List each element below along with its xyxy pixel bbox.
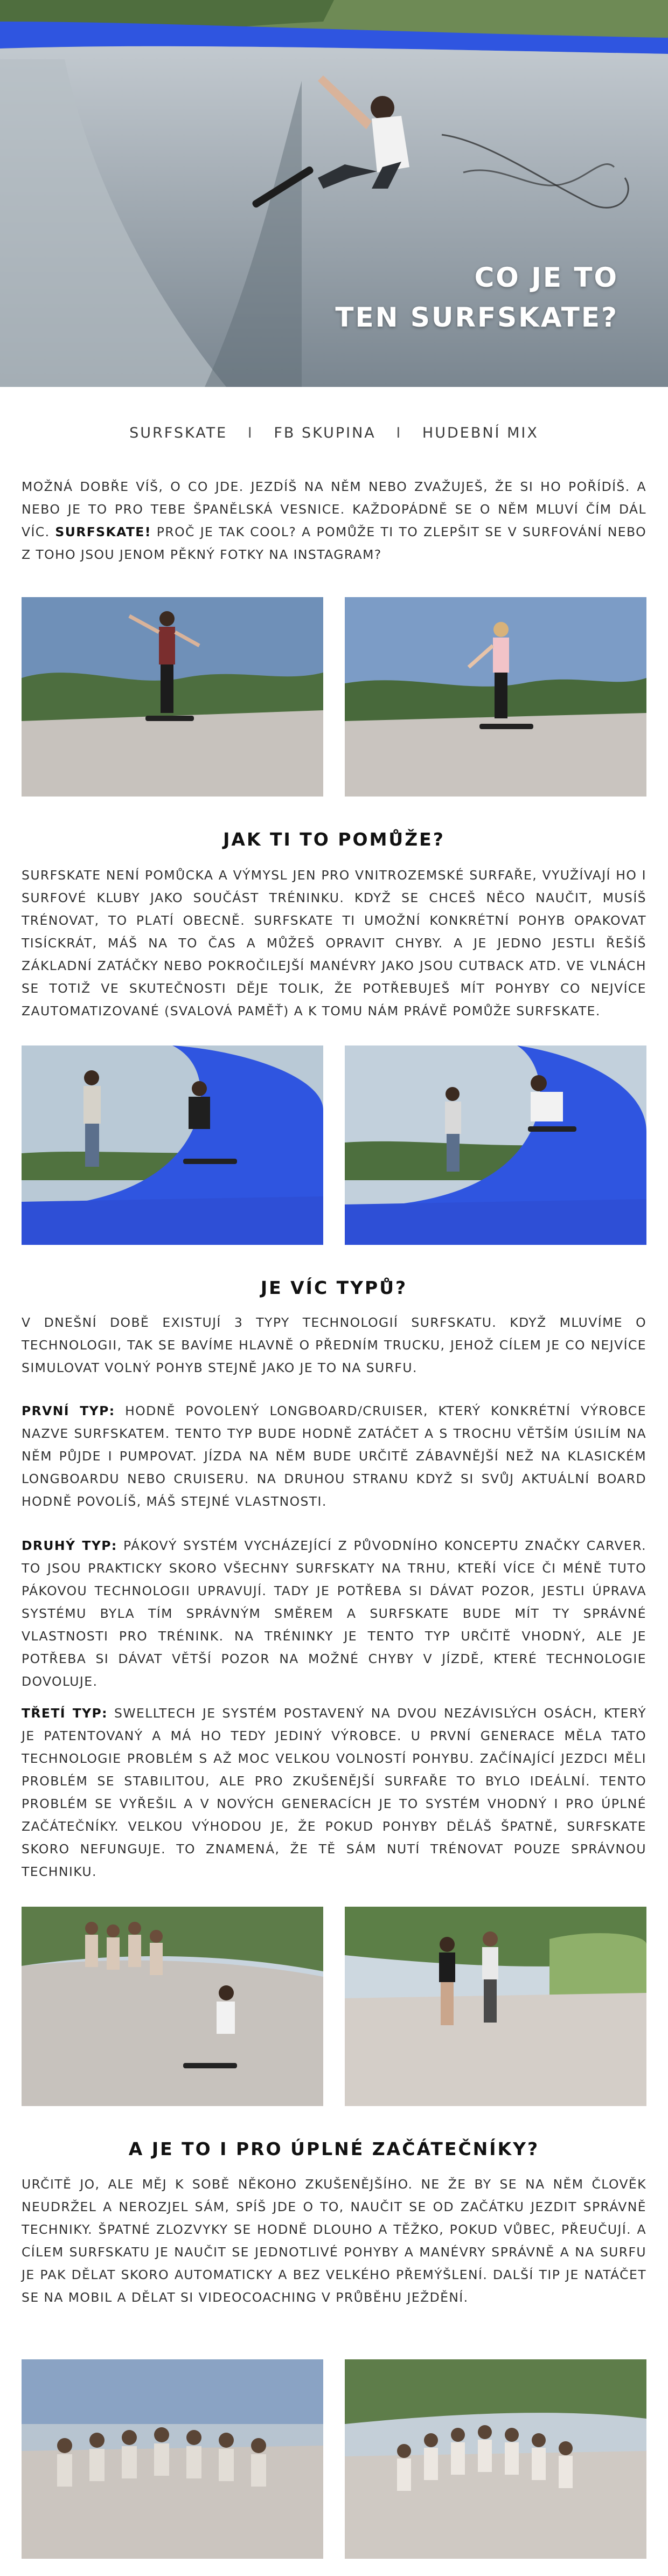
type1-label: PRVNÍ TYP:	[22, 1403, 115, 1418]
photo-blue-ramp-1	[22, 1045, 323, 1245]
intro-bold: SURFSKATE!	[55, 524, 151, 539]
photo-blue-ramp-2	[345, 1045, 646, 1245]
type3-text: SWELLTECH JE SYSTÉM POSTAVENÝ NA DVOU NEZÁVISLÝCH OSÁCH, KTERÝ JE PATENTOVANÝ A MÁ HO TEDY JEDINÝ VÝROBCE. U PRVNÍ GENERACE MĚLA TATO TECHNOLOGIE PROBLÉM S AŽ MOC VELKOU VOLNOSTÍ POHYBU. ZAČÍNAJÍCÍ JEZDCI MĚLI PROBLÉM SE STABILITOU, ALE PRO ZKUŠENĚJŠÍ SURFAŘE TO BYLO IDEÁLNÍ. TENTO PROBLÉM SE VYŘEŠIL A V NOVÝCH GENERACÍCH JE TO SYSTÉM VHODNÝ I PRO ÚPLNÉ ZAČÁTEČNÍKY. VELKOU VÝHODOU JE, ŽE POKUD POHYBY DĚLÁŠ ŠPATNĚ, SURFSKATE SKORO NEFUNGUJE. TO ZNAMENÁ, ŽE TĚ SÁM NUTÍ TRÉNOVAT POUZE SPRÁVNOU TECHNIKU.	[22, 1706, 646, 1879]
section3-paragraph: URČITĚ JO, ALE MĚJ K SOBĚ NĚKOHO ZKUŠENĚJŠÍHO. NE ŽE BY SE NA NĚM ČLOVĚK NEUDRŽEL A NEROZJEL SÁM, SPÍŠ JDE O TO, NAUČIT SE OD ZAČÁTKU JEZDIT SPRÁVNĚ TECHNIKY. ŠPATNÉ ZLOZVYKY SE HODNĚ DLOUHO A TĚŽKO, POKUD VŮBEC, PŘEUČUJÍ. A CÍLEM SURFSKATU JE NAUČIT SE JEDNOTLIVÉ POHYBY A MANÉVRY SPRÁVNĚ A NA SURFU JE PAK DĚLAT SKORO AUTOMATICKY A BEZ VELKÉHO PŘEMÝŠLENÍ. DALŠÍ TIP JE NATÁČET SE NA MOBIL A DĚLAT SI VIDEOCOACHING V PRŮBĚHU JEŽDĚNÍ.	[22, 2177, 646, 2305]
hero-title-line2: TEN SURFSKATE?	[335, 302, 618, 333]
photo-group-photo-2	[345, 2359, 646, 2559]
photo-group-bowl-1	[22, 1907, 323, 2106]
photo-skater-girl-1	[22, 597, 323, 797]
top-nav	[0, 425, 668, 441]
heading-jak-ti-to-pomuze: JAK TI TO POMŮŽE?	[223, 829, 445, 850]
intro-text-after: PROČ JE TAK COOL? A POMŮŽE TI TO ZLEPŠIT SE V SURFOVÁNÍ NEBO Z TOHO JSOU JENOM PĚKNÝ FOTKY NA INSTAGRAM?	[22, 524, 647, 562]
type2-text: PÁKOVÝ SYSTÉM VYCHÁZEJÍCÍ Z PŮVODNÍHO KONCEPTU ZNAČKY CARVER. TO JSOU PRAKTICKY SKORO VŠECHNY SURFSKATY NA TRHU, KTEŘÍ VÍCE ČI MÉNĚ TUTO PÁKOVOU TECHNOLOGII UPRAVUJÍ. TADY JE POTŘEBA SI DÁVAT POZOR, JESTLI ÚPRAVA SYSTÉMU BYLA TÍM SPRÁVNÝM SMĚREM A SURFSKATE BUDE MÍT TY SPRÁVNÉ VLASTNOSTI PRO TRÉNINK. NA TRÉNINKY JE TENTO TYP URČITĚ VHODNÝ, ALE JE POTŘEBA SI DÁVAT VĚTŠÍ POZOR NA MOŽNÉ CHYBY V JÍZDĚ, KTERÉ TECHNOLOGIE DOVOLUJE.	[22, 1538, 646, 1689]
type2-label: DRUHÝ TYP:	[22, 1538, 117, 1553]
type2-paragraph	[22, 1534, 646, 1693]
intro-paragraph	[22, 475, 646, 566]
type1-text: HODNĚ POVOLENÝ LONGBOARD/CRUISER, KTERÝ KONKRÉTNÍ VÝROBCE NAZVE SURFSKATEM. TENTO TYP BUDE HODNĚ ZATÁČET A S TROCHU VĚTŠÍM ÚSILÍM NA NĚM PŮJDE I PUMPOVAT. JÍZDA NA NĚM BUDE URČITĚ ZÁBAVNĚJŠÍ NEŽ NA KLASICKÉM LONGBOARDU NEBO CRUISERU. NA DRUHOU STRANU KDYŽ SI SVŮJ AKTUÁLNÍ BOARD HODNĚ POVOLÍŠ, MÁŠ STEJNÉ VLASTNOSTI.	[22, 1403, 646, 1509]
photo-skater-girl-2	[345, 597, 646, 797]
heading-pro-zacatecniky: A JE TO I PRO ÚPLNÉ ZAČÁTEČNÍKY?	[128, 2138, 540, 2159]
nav-link-surfskate[interactable]: SURFSKATE	[129, 425, 228, 441]
heading-je-vic-typu: JE VÍC TYPŮ?	[260, 1277, 408, 1298]
photo-kids-skating	[345, 1907, 646, 2106]
photo-group-photo-1	[22, 2359, 323, 2559]
hero-title-line1: CO JE TO	[474, 262, 618, 293]
nav-link-hudebni-mix[interactable]: HUDEBNÍ MIX	[422, 425, 539, 441]
type3-label: TŘETÍ TYP:	[22, 1706, 108, 1721]
intro-text-before: MOŽNÁ DOBŘE VÍŠ, O CO JDE. JEZDÍŠ NA NĚM NEBO ZVAŽUJEŠ, ŽE SI HO POŘÍDÍŠ. A NEBO JE TO PRO TEBE ŠPANĚLSKÁ VESNICE. KAŽDOPÁDNĚ SE O NĚM MLUVÍ ČÍM DÁL VÍC.	[22, 479, 646, 539]
type1-paragraph	[22, 1400, 646, 1513]
hero-banner	[0, 0, 668, 387]
section1-paragraph: SURFSKATE NENÍ POMŮCKA A VÝMYSL JEN PRO VNITROZEMSKÉ SURFAŘE, VYUŽÍVAJÍ HO I SURFOVÉ KLUBY JAKO SOUČÁST TRÉNINKU. KDYŽ SE CHCEŠ NĚCO NAUČIT, MUSÍŠ TRÉNOVAT, TO PLATÍ OBECNĚ. SURFSKATE TI UMOŽNÍ KONKRÉTNÍ POHYB OPAKOVAT TISÍCKRÁT, MÁŠ NA TO ČAS A MŮŽEŠ OPRAVIT CHYBY. A JE JEDNO JESTLI ŘEŠÍŠ ZÁKLADNÍ ZATÁČKY NEBO POKROČILEJŠÍ MANÉVRY JAKO JSOU CUTBACK ATD. VE VLNÁCH SE TOTIŽ VE SKUTEČNOSTI DĚJE TOLIK, ŽE POTŘEBUJEŠ MÍT POHYBY CO NEJVÍCE ZAUTOMATIZOVANÉ (SVALOVÁ PAMĚŤ) A K TOMU NÁM PRÁVĚ POMŮŽE SURFSKATE.	[22, 868, 646, 1019]
type3-paragraph	[22, 1702, 646, 1883]
nav-link-fb-skupina[interactable]: FB SKUPINA	[274, 425, 376, 441]
nav-separator: I	[247, 425, 254, 441]
nav-separator: I	[396, 425, 402, 441]
section2-intro: V DNEŠNÍ DOBĚ EXISTUJÍ 3 TYPY TECHNOLOGIÍ SURFSKATU. KDYŽ MLUVÍME O TECHNOLOGII, TAK SE BAVÍME HLAVNĚ O PŘEDNÍM TRUCKU, JEHOŽ CÍLEM JE CO NEJVÍCE SIMULOVAT VOLNÝ POHYB STEJNĚ JAKO JE TO NA SURFU.	[22, 1315, 646, 1375]
hero-title	[317, 258, 618, 337]
